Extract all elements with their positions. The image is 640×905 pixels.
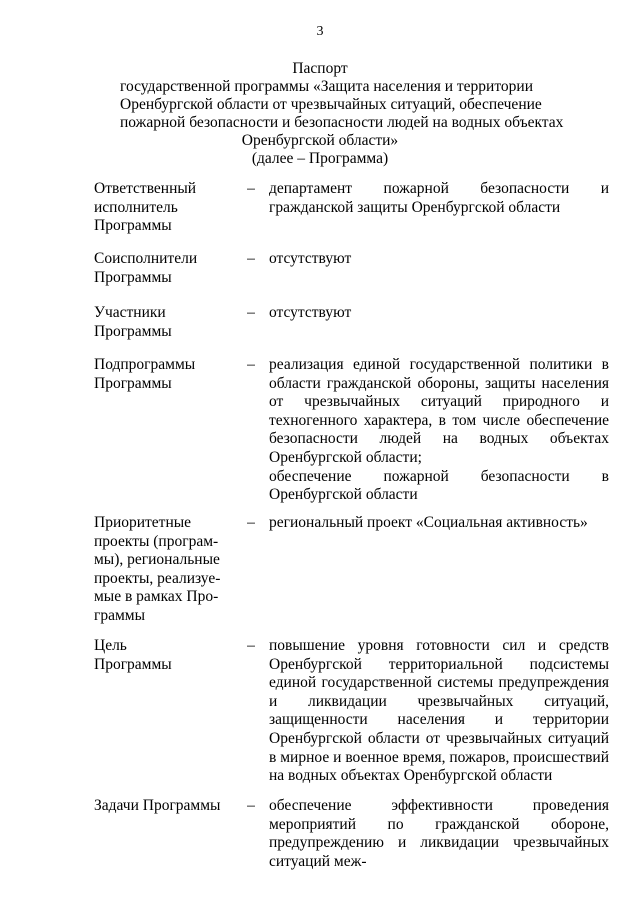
- heading-line: Оренбургской области от чрезвычайных ситуаций, обеспечение: [120, 96, 542, 113]
- row-dash: –: [247, 514, 255, 531]
- row-label: Подпрограммы Программы: [94, 356, 196, 392]
- row-value: отсутствуют: [269, 304, 352, 321]
- document-heading: [120, 60, 564, 168]
- page-number: 3: [316, 24, 324, 39]
- row-label: Соисполнители Программы: [94, 250, 198, 286]
- heading-title: Паспорт: [292, 60, 348, 77]
- heading-line: государственной программы «Защита населения и территории: [120, 78, 533, 95]
- row-dash: –: [247, 797, 255, 814]
- row-label: Задачи Программы: [94, 797, 221, 814]
- row-label: Ответственный исполнитель Программы: [94, 180, 197, 235]
- heading-line: пожарной безопасности и безопасности людей на водных объектах: [120, 114, 564, 131]
- row-value: реализация единой государственной политики в области гражданской обороны, защиты населения от чрезвычайных ситуаций природного и техногенного характера, в том числе обеспечение безопасности людей на водных объектах Оренбургской области; обеспечение пожарной безопасности в Оренбургской области: [269, 356, 609, 504]
- row-dash: –: [247, 180, 255, 197]
- row-dash: –: [247, 356, 255, 373]
- heading-line: (далее – Программа): [251, 150, 389, 167]
- row-value: повышение уровня готовности сил и средств Оренбургской территориальной подсистемы единой государственной системы предупреждения и ликвидации чрезвычайных ситуаций, защищенности населения и территории Оренбургской области от чрезвычайных ситуаций в мирное и военное время, пожаров, происшествий на водных объектах Оренбургской области: [269, 637, 609, 785]
- row-label: Цель Программы: [94, 637, 172, 673]
- row-label: Участники Программы: [94, 304, 172, 340]
- row-value: обеспечение эффективности проведения мероприятий по гражданской обороне, предупреждению и ликвидации чрезвычайных ситуаций меж-: [269, 797, 609, 870]
- row-label: Приоритетные проекты (програм- мы), региональные проекты, реализуе- мые в рамках Про- граммы: [94, 514, 221, 624]
- row-value: отсутствуют: [269, 250, 352, 267]
- row-dash: –: [247, 637, 255, 654]
- row-value: департамент пожарной безопасности и гражданской защиты Оренбургской области: [269, 180, 609, 216]
- heading-line: Оренбургской области»: [241, 132, 399, 149]
- row-value: региональный проект «Социальная активность»: [269, 514, 588, 531]
- row-dash: –: [247, 250, 255, 267]
- row-dash: –: [247, 304, 255, 321]
